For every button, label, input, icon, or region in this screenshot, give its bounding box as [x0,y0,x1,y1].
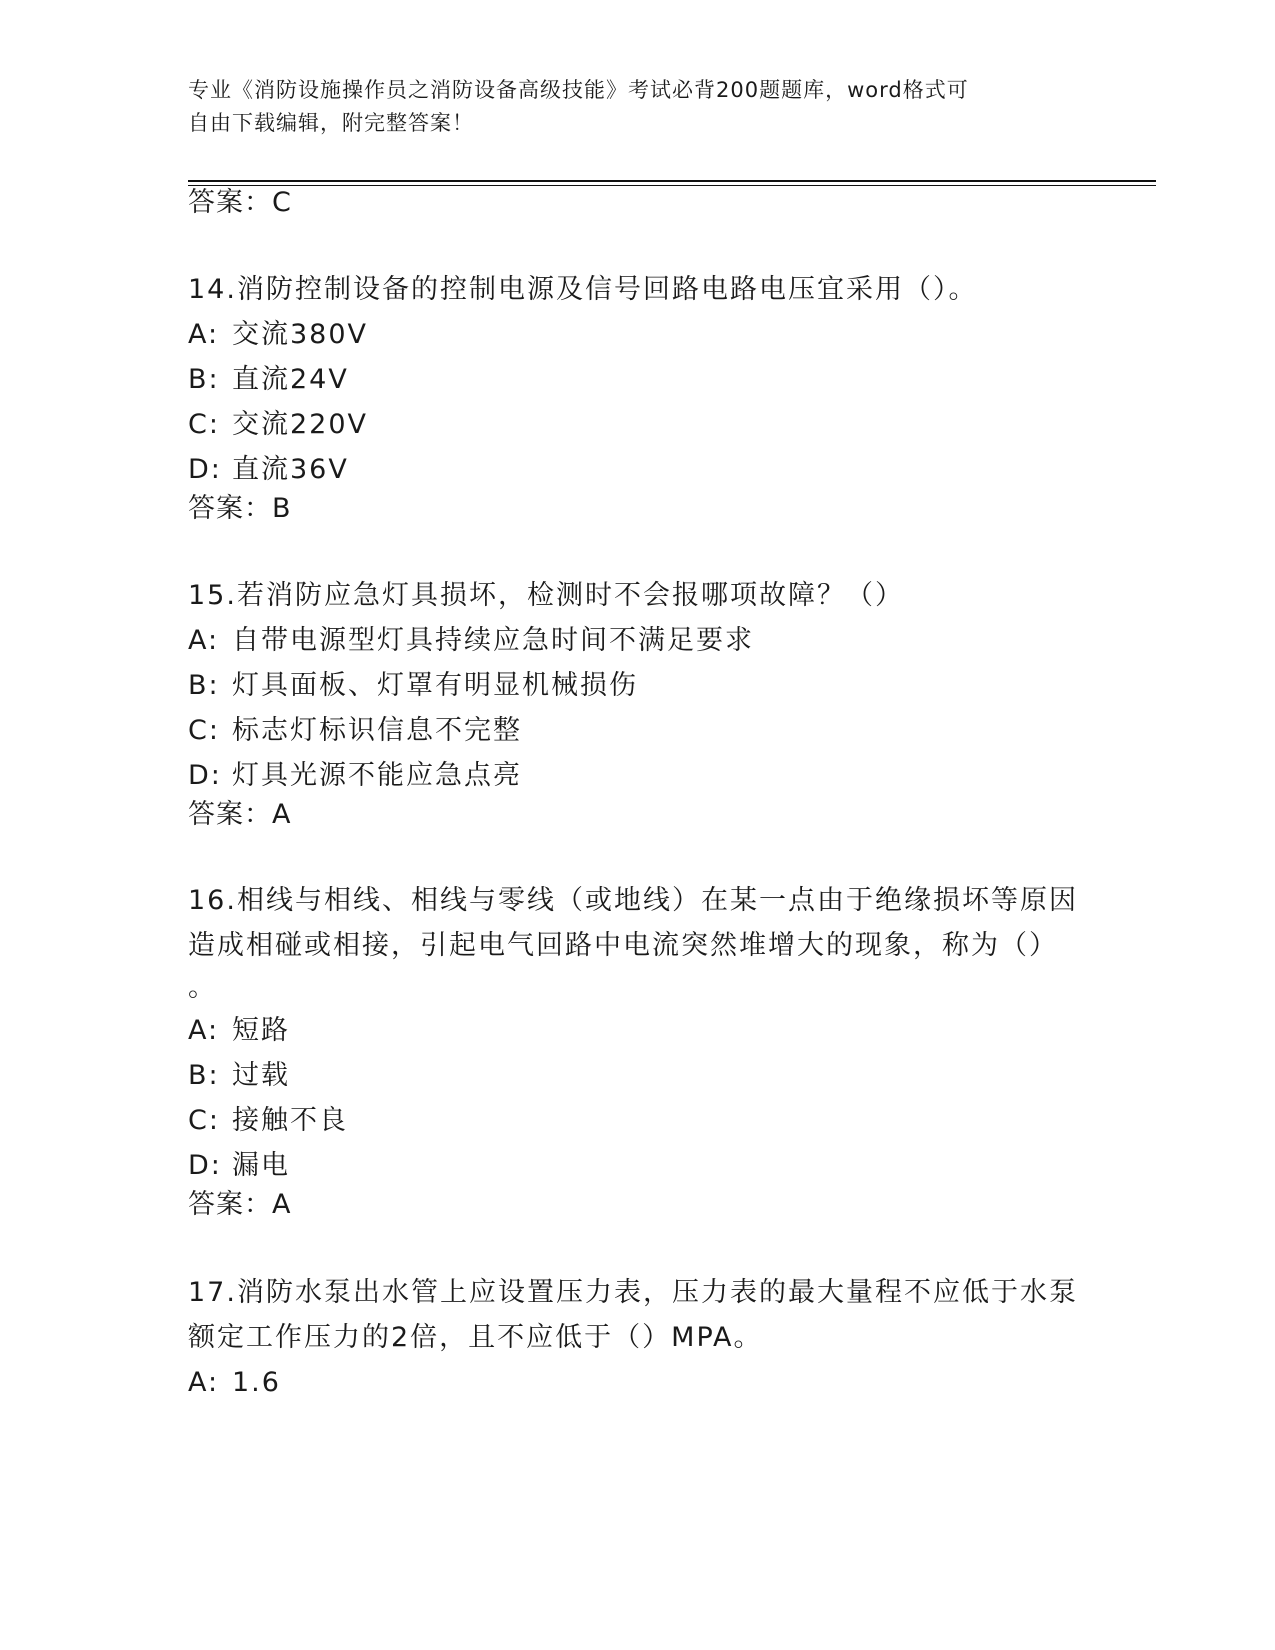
question-text-line-3: 。 [188,972,217,1003]
option-text: 过载 [232,1060,290,1091]
option-text: 交流380V [232,319,369,350]
question-16 [188,878,1088,1222]
question-text: 14.消防控制设备的控制电源及信号回路电路电压宜采用（）。 [188,274,978,305]
answer-previous: 答案：C [188,187,292,218]
option-key: A: [188,1367,220,1398]
answer: 答案：A [188,1189,292,1220]
option-key: C: [188,1105,220,1136]
question-text: 15.若消防应急灯具损坏，检测时不会报哪项故障？（） [188,580,904,611]
option-key: A: [188,319,220,350]
answer: 答案：B [188,493,292,524]
option-text: 灯具光源不能应急点亮 [232,760,522,791]
option-d [188,447,1088,492]
option-key: B: [188,1060,220,1091]
question-text-line-2: 额定工作压力的2倍，且不应低于（）MPA。 [188,1322,763,1353]
option-text: 交流220V [232,409,369,440]
option-text: 灯具面板、灯罩有明显机械损伤 [232,670,638,701]
question-text-line-1: 16.相线与相线、相线与零线（或地线）在某一点由于绝缘损坏等原因 [188,885,1078,916]
option-c [188,708,1088,753]
question-15 [188,573,1088,832]
option-key: C: [188,409,220,440]
option-text: 漏电 [232,1150,290,1181]
answer: 答案：A [188,799,292,830]
question-text-line-2: 造成相碰或相接，引起电气回路中电流突然堆增大的现象，称为（） [188,930,1058,961]
option-b [188,663,1088,708]
header-line-2: 自由下载编辑，附完整答案！ [188,111,474,135]
option-key: D: [188,760,222,791]
document-header [188,74,1068,140]
option-d [188,1143,1088,1188]
option-text: 接触不良 [232,1105,348,1136]
option-c [188,402,1088,447]
option-a [188,1008,1088,1053]
header-line-1: 专业《消防设施操作员之消防设备高级技能》考试必背200题题库，word格式可 [188,78,969,102]
question-17 [188,1270,1088,1405]
header-rule-thick [188,180,1156,182]
option-a [188,618,1088,663]
option-text: 直流24V [232,364,349,395]
option-key: A: [188,625,220,656]
option-text: 标志灯标识信息不完整 [232,715,522,746]
option-d [188,753,1088,798]
option-text: 短路 [232,1015,290,1046]
option-c [188,1098,1088,1143]
option-key: D: [188,454,222,485]
option-text: 1.6 [232,1367,281,1398]
question-14 [188,267,1088,526]
option-key: B: [188,364,220,395]
option-b [188,357,1088,402]
option-key: A: [188,1015,220,1046]
option-a [188,312,1088,357]
option-key: D: [188,1150,222,1181]
option-text: 直流36V [232,454,349,485]
option-text: 自带电源型灯具持续应急时间不满足要求 [232,625,754,656]
question-text-line-1: 17.消防水泵出水管上应设置压力表，压力表的最大量程不应低于水泵 [188,1277,1078,1308]
option-key: B: [188,670,220,701]
option-b [188,1053,1088,1098]
option-a [188,1360,1088,1405]
option-key: C: [188,715,220,746]
